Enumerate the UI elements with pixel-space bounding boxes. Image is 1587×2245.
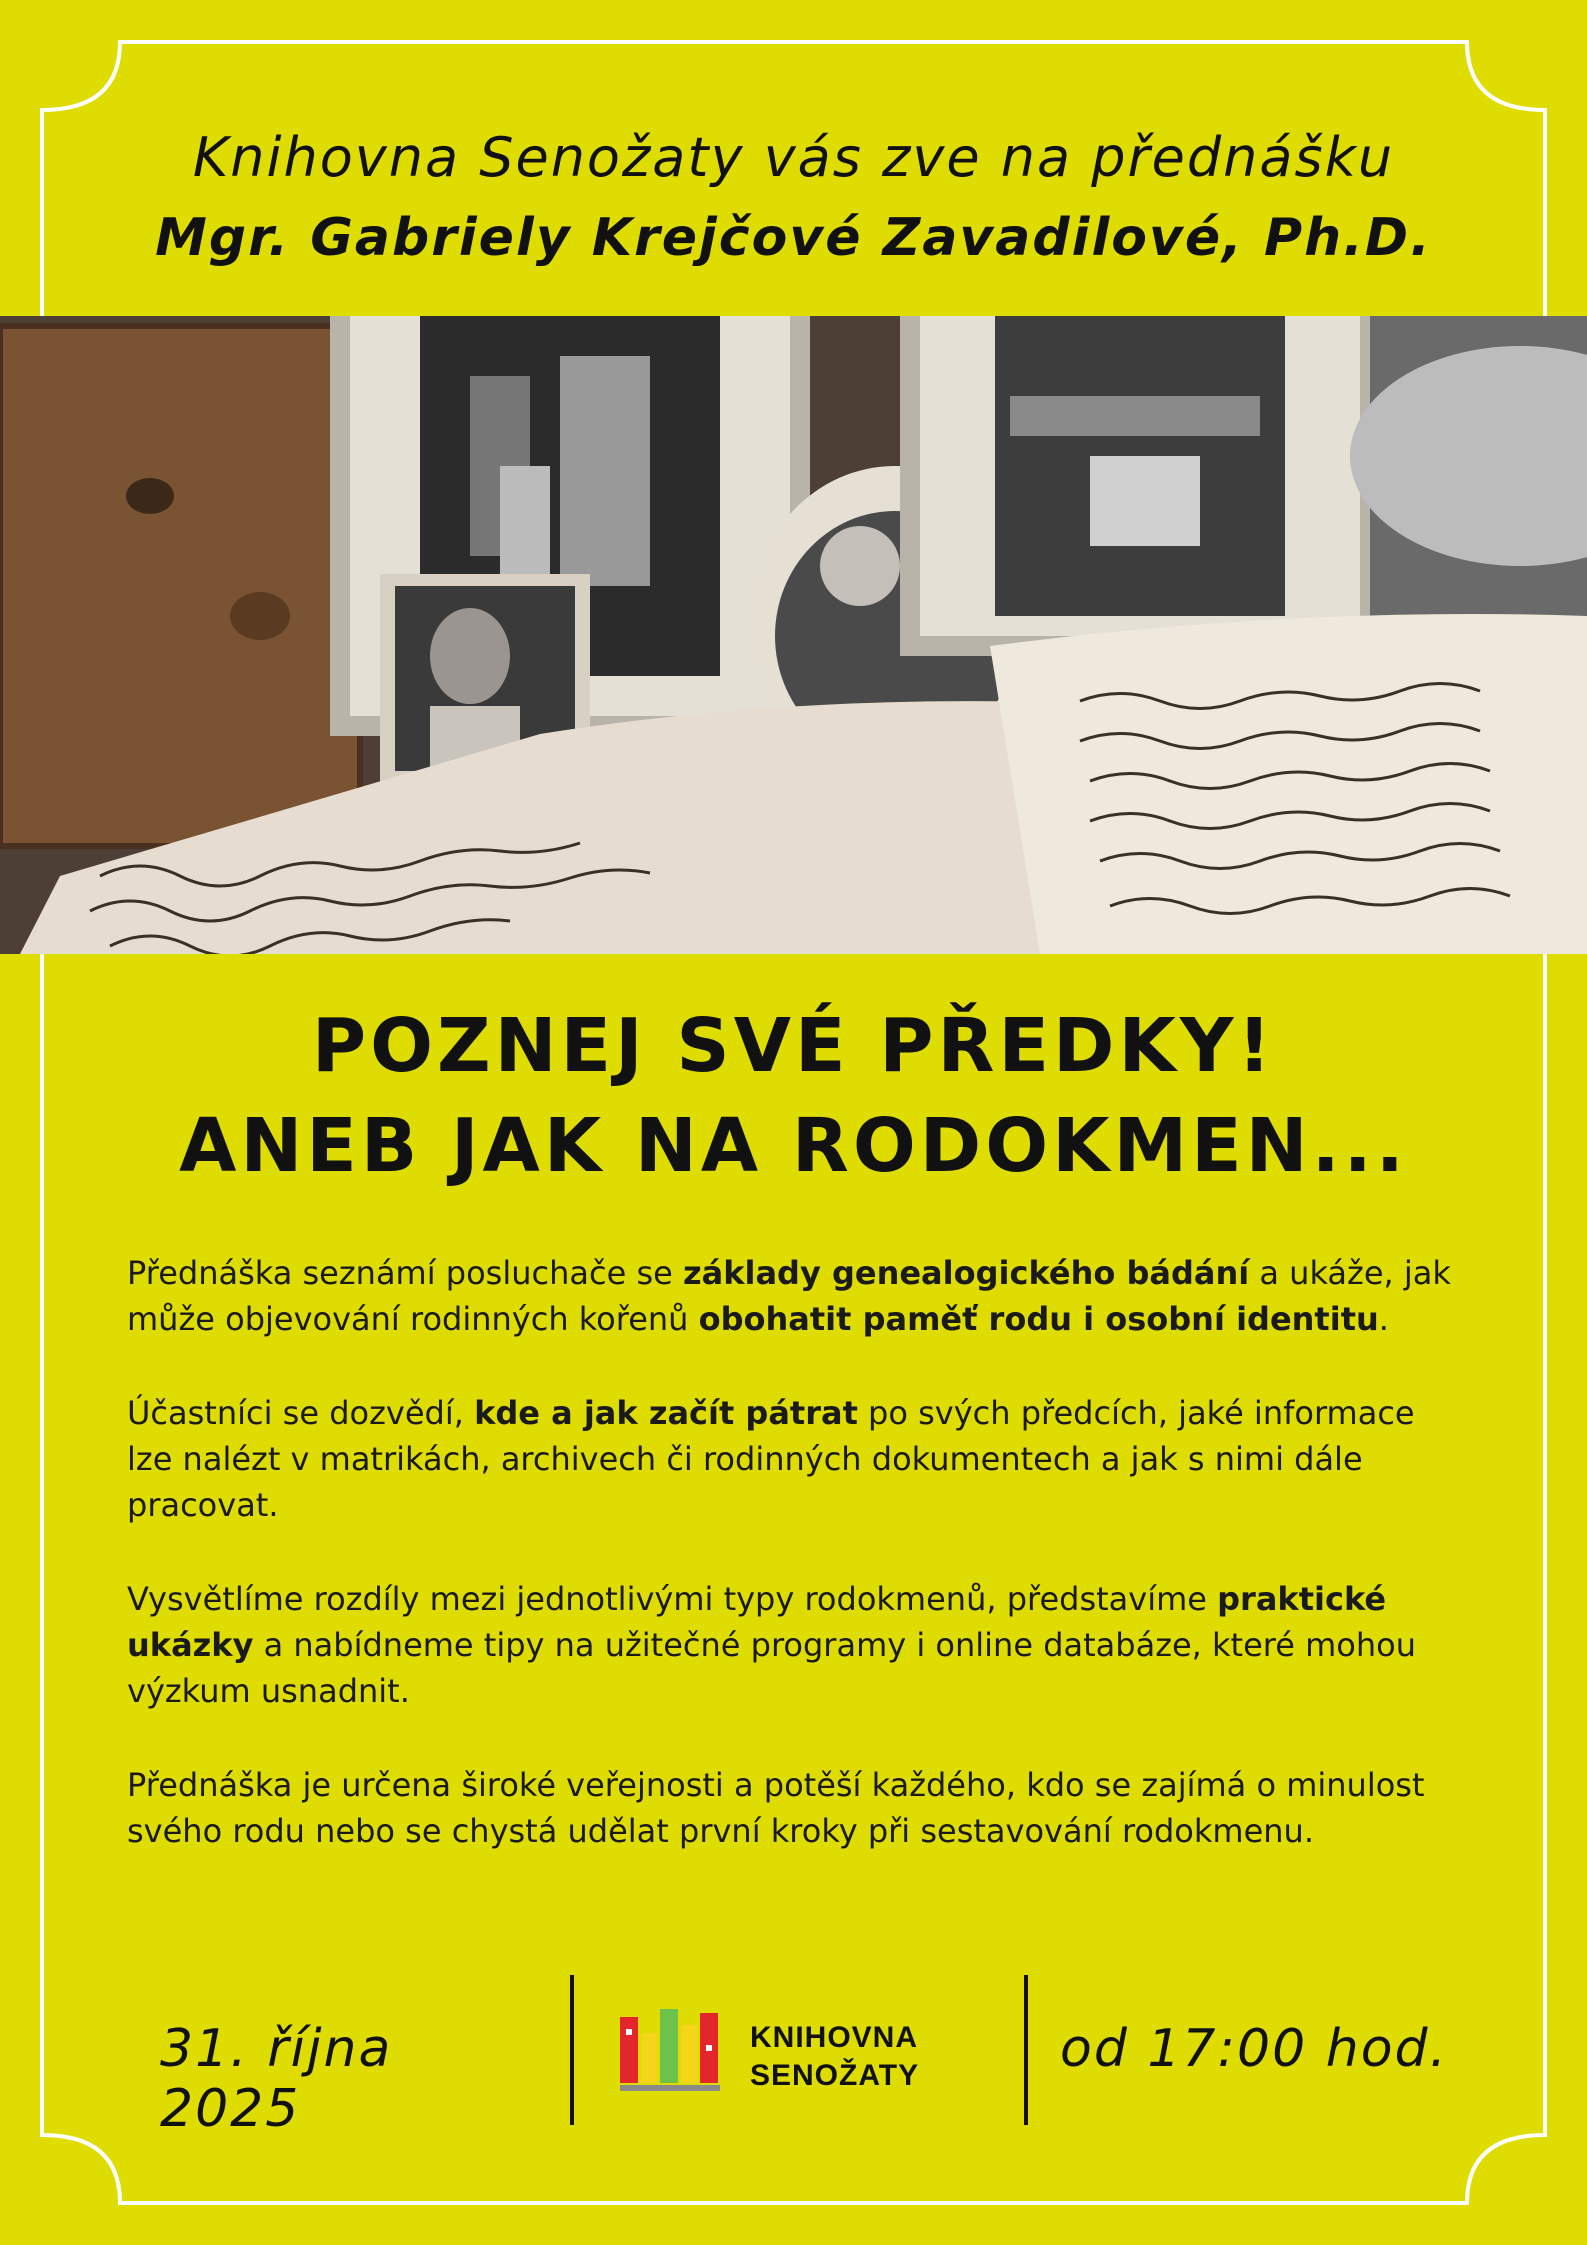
logo-line-2: SENOŽATY bbox=[750, 2059, 920, 2092]
event-title bbox=[0, 996, 1587, 1196]
text-span: . bbox=[1378, 1300, 1389, 1338]
paragraph bbox=[127, 1250, 1467, 1342]
bold-text: praktické ukázky bbox=[127, 1580, 1387, 1664]
text-span: a nabídneme tipy na užitečné programy i online databáze, které mohou výzkum usnadnit. bbox=[127, 1626, 1416, 1710]
logo-line-1: KNIHOVNA bbox=[750, 2021, 919, 2054]
vintage-photos-image bbox=[0, 316, 1587, 954]
text-span: Přednáška je určena široké veřejnosti a potěší každého, kdo se zajímá o minulost svého rodu nebo se chystá udělat první kroky při sestavování rodokmenu. bbox=[127, 1766, 1425, 1850]
event-date: 31. října 2025 bbox=[160, 2019, 393, 2139]
bold-text: základy genealogického bádání bbox=[682, 1254, 1250, 1292]
lecturer-name: Mgr. Gabriely Krejčové Zavadilové, Ph.D. bbox=[155, 208, 1432, 268]
text-span: Účastníci se dozvědí, bbox=[127, 1394, 475, 1432]
paragraph bbox=[127, 1576, 1467, 1714]
bold-text: kde a jak začít pátrat bbox=[474, 1394, 858, 1432]
text-span: a ukáže, jak může objevování rodinných kořenů bbox=[127, 1254, 1451, 1338]
divider bbox=[570, 1975, 574, 2125]
event-footer bbox=[0, 1975, 1587, 2139]
text-span: Vysvětlíme rozdíly mezi jednotlivými typy rodokmenů, představíme bbox=[127, 1580, 1218, 1618]
books-icon bbox=[620, 2005, 740, 2105]
event-time: od 17:00 hod. bbox=[1060, 2019, 1449, 2079]
text-span: po svých předcích, jaké informace lze nalézt v matrikách, archivech či rodinných dokumentech a jak s nimi dále pracovat. bbox=[127, 1394, 1415, 1524]
event-description bbox=[127, 1250, 1467, 1902]
title-line-2: ANEB JAK NA RODOKMEN... bbox=[179, 1103, 1408, 1189]
invitation-header bbox=[0, 118, 1587, 278]
title-line-1: POZNEJ SVÉ PŘEDKY! bbox=[311, 1003, 1276, 1089]
logo-text bbox=[750, 2019, 919, 2095]
text-span: Přednáška seznámí posluchače se bbox=[127, 1254, 683, 1292]
invitation-line: Knihovna Senožaty vás zve na přednášku bbox=[192, 126, 1395, 189]
paragraph bbox=[127, 1762, 1467, 1854]
paragraph bbox=[127, 1390, 1467, 1528]
bold-text: obohatit paměť rodu i osobní identitu bbox=[698, 1300, 1379, 1338]
library-logo bbox=[620, 2005, 980, 2105]
divider bbox=[1024, 1975, 1028, 2125]
